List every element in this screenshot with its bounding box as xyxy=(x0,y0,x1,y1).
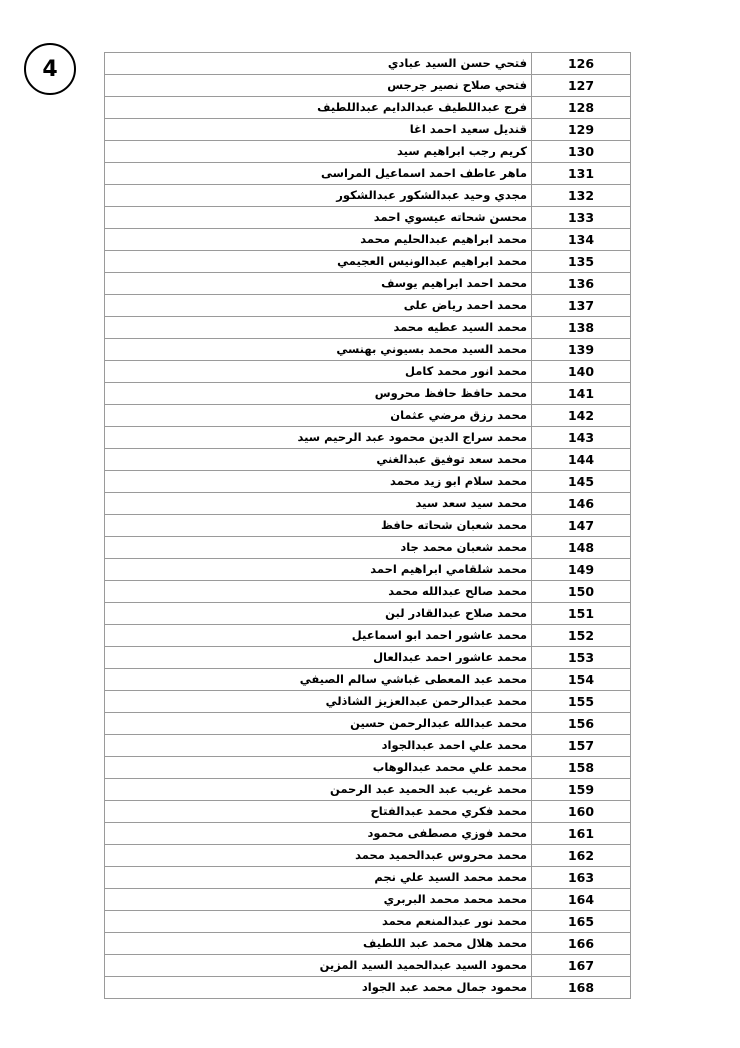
person-name-cell: محمد احمد رياض على xyxy=(105,295,532,317)
person-name-cell: محمد سيد سعد سيد xyxy=(105,493,532,515)
person-name-cell: محمد فوزي مصطفى محمود xyxy=(105,823,532,845)
row-number-cell: 129 xyxy=(532,119,631,141)
row-number-cell: 151 xyxy=(532,603,631,625)
person-name-cell: محمد صالح عبدالله محمد xyxy=(105,581,532,603)
row-number-cell: 162 xyxy=(532,845,631,867)
table-row xyxy=(105,163,631,185)
table-row xyxy=(105,295,631,317)
row-number-cell: 157 xyxy=(532,735,631,757)
person-name-cell: محمد علي احمد عبدالجواد xyxy=(105,735,532,757)
person-name-cell: محمود جمال محمد عبد الجواد xyxy=(105,977,532,999)
person-name-cell: محمد شعبان محمد جاد xyxy=(105,537,532,559)
table-row xyxy=(105,75,631,97)
row-number-cell: 145 xyxy=(532,471,631,493)
row-number-cell: 146 xyxy=(532,493,631,515)
table-row xyxy=(105,317,631,339)
names-table xyxy=(104,52,631,999)
person-name-cell: محمد محمد السيد علي نجم xyxy=(105,867,532,889)
row-number-cell: 150 xyxy=(532,581,631,603)
person-name-cell: محمد احمد ابراهيم يوسف xyxy=(105,273,532,295)
person-name-cell: قنديل سعيد احمد اغا xyxy=(105,119,532,141)
person-name-cell: ماهر عاطف احمد اسماعيل المراسى xyxy=(105,163,532,185)
person-name-cell: محمد محروس عبدالحميد محمد xyxy=(105,845,532,867)
row-number-cell: 168 xyxy=(532,977,631,999)
table-row xyxy=(105,845,631,867)
person-name-cell: محمد سلام ابو زيد محمد xyxy=(105,471,532,493)
table-row xyxy=(105,669,631,691)
table-row xyxy=(105,977,631,999)
table-row xyxy=(105,119,631,141)
person-name-cell: محمد فكري محمد عبدالفتاح xyxy=(105,801,532,823)
person-name-cell: محمد سراج الدين محمود عبد الرحيم سيد xyxy=(105,427,532,449)
person-name-cell: محمد عبد المعطى غباشي سالم الصيفي xyxy=(105,669,532,691)
table-row xyxy=(105,735,631,757)
person-name-cell: محمود السيد عبدالحميد السيد المزين xyxy=(105,955,532,977)
table-row xyxy=(105,229,631,251)
row-number-cell: 135 xyxy=(532,251,631,273)
row-number-cell: 147 xyxy=(532,515,631,537)
table-row xyxy=(105,955,631,977)
table-row xyxy=(105,471,631,493)
row-number-cell: 126 xyxy=(532,53,631,75)
person-name-cell: محمد عاشور احمد عبدالعال xyxy=(105,647,532,669)
table-row xyxy=(105,581,631,603)
table-row xyxy=(105,515,631,537)
table-row xyxy=(105,339,631,361)
page-number-badge xyxy=(24,43,76,95)
person-name-cell: محمد هلال محمد عبد اللطيف xyxy=(105,933,532,955)
row-number-cell: 130 xyxy=(532,141,631,163)
person-name-cell: محمد صلاح عبدالقادر لبن xyxy=(105,603,532,625)
row-number-cell: 160 xyxy=(532,801,631,823)
row-number-cell: 134 xyxy=(532,229,631,251)
person-name-cell: محمد علي محمد عبدالوهاب xyxy=(105,757,532,779)
row-number-cell: 159 xyxy=(532,779,631,801)
row-number-cell: 158 xyxy=(532,757,631,779)
table-row xyxy=(105,427,631,449)
row-number-cell: 152 xyxy=(532,625,631,647)
table-row xyxy=(105,933,631,955)
row-number-cell: 128 xyxy=(532,97,631,119)
row-number-cell: 136 xyxy=(532,273,631,295)
table-row xyxy=(105,647,631,669)
table-row xyxy=(105,603,631,625)
table-row xyxy=(105,405,631,427)
table-row xyxy=(105,559,631,581)
names-table-body xyxy=(105,53,631,999)
table-row xyxy=(105,185,631,207)
table-row xyxy=(105,97,631,119)
row-number-cell: 142 xyxy=(532,405,631,427)
row-number-cell: 138 xyxy=(532,317,631,339)
table-row xyxy=(105,383,631,405)
person-name-cell: محمد غريب عبد الحميد عبد الرحمن xyxy=(105,779,532,801)
table-row xyxy=(105,757,631,779)
row-number-cell: 161 xyxy=(532,823,631,845)
row-number-cell: 144 xyxy=(532,449,631,471)
person-name-cell: محمد السيد محمد بسيوني بهنسي xyxy=(105,339,532,361)
person-name-cell: فتحي حسن السيد عبادي xyxy=(105,53,532,75)
table-row xyxy=(105,251,631,273)
row-number-cell: 164 xyxy=(532,889,631,911)
person-name-cell: محمد حافظ حافظ محروس xyxy=(105,383,532,405)
row-number-cell: 167 xyxy=(532,955,631,977)
table-row xyxy=(105,779,631,801)
person-name-cell: محمد ابراهيم عبدالحليم محمد xyxy=(105,229,532,251)
table-row xyxy=(105,53,631,75)
table-row xyxy=(105,889,631,911)
person-name-cell: محمد شعبان شحاته حافظ xyxy=(105,515,532,537)
row-number-cell: 139 xyxy=(532,339,631,361)
row-number-cell: 156 xyxy=(532,713,631,735)
person-name-cell: مجدي وحيد عبدالشكور عبدالشكور xyxy=(105,185,532,207)
table-row xyxy=(105,207,631,229)
row-number-cell: 132 xyxy=(532,185,631,207)
table-row xyxy=(105,141,631,163)
table-row xyxy=(105,867,631,889)
person-name-cell: محمد سعد توفيق عبدالغني xyxy=(105,449,532,471)
row-number-cell: 148 xyxy=(532,537,631,559)
table-row xyxy=(105,449,631,471)
person-name-cell: محمد نور عبدالمنعم محمد xyxy=(105,911,532,933)
row-number-cell: 137 xyxy=(532,295,631,317)
row-number-cell: 140 xyxy=(532,361,631,383)
table-row xyxy=(105,911,631,933)
row-number-cell: 141 xyxy=(532,383,631,405)
table-row xyxy=(105,273,631,295)
person-name-cell: محمد عبدالله عبدالرحمن حسين xyxy=(105,713,532,735)
table-row xyxy=(105,625,631,647)
row-number-cell: 155 xyxy=(532,691,631,713)
person-name-cell: محمد عاشور احمد ابو اسماعيل xyxy=(105,625,532,647)
person-name-cell: فتحي صلاح نصير جرجس xyxy=(105,75,532,97)
row-number-cell: 166 xyxy=(532,933,631,955)
person-name-cell: كريم رجب ابراهيم سيد xyxy=(105,141,532,163)
table-row xyxy=(105,713,631,735)
person-name-cell: محمد ابراهيم عبدالونيس العجيمي xyxy=(105,251,532,273)
row-number-cell: 149 xyxy=(532,559,631,581)
row-number-cell: 131 xyxy=(532,163,631,185)
person-name-cell: محمد محمد محمد البربري xyxy=(105,889,532,911)
table-row xyxy=(105,361,631,383)
page-number: 4 xyxy=(42,56,58,82)
person-name-cell: محسن شحاته عيسوي احمد xyxy=(105,207,532,229)
person-name-cell: محمد شلقامي ابراهيم احمد xyxy=(105,559,532,581)
person-name-cell: محمد انور محمد كامل xyxy=(105,361,532,383)
row-number-cell: 165 xyxy=(532,911,631,933)
table-row xyxy=(105,537,631,559)
row-number-cell: 127 xyxy=(532,75,631,97)
person-name-cell: محمد السيد عطيه محمد xyxy=(105,317,532,339)
row-number-cell: 163 xyxy=(532,867,631,889)
person-name-cell: فرج عبداللطيف عبدالدايم عبداللطيف xyxy=(105,97,532,119)
table-row xyxy=(105,801,631,823)
person-name-cell: محمد عبدالرحمن عبدالعزيز الشاذلي xyxy=(105,691,532,713)
row-number-cell: 153 xyxy=(532,647,631,669)
row-number-cell: 143 xyxy=(532,427,631,449)
table-row xyxy=(105,823,631,845)
row-number-cell: 133 xyxy=(532,207,631,229)
table-row xyxy=(105,691,631,713)
person-name-cell: محمد رزق مرضي عثمان xyxy=(105,405,532,427)
table-row xyxy=(105,493,631,515)
row-number-cell: 154 xyxy=(532,669,631,691)
